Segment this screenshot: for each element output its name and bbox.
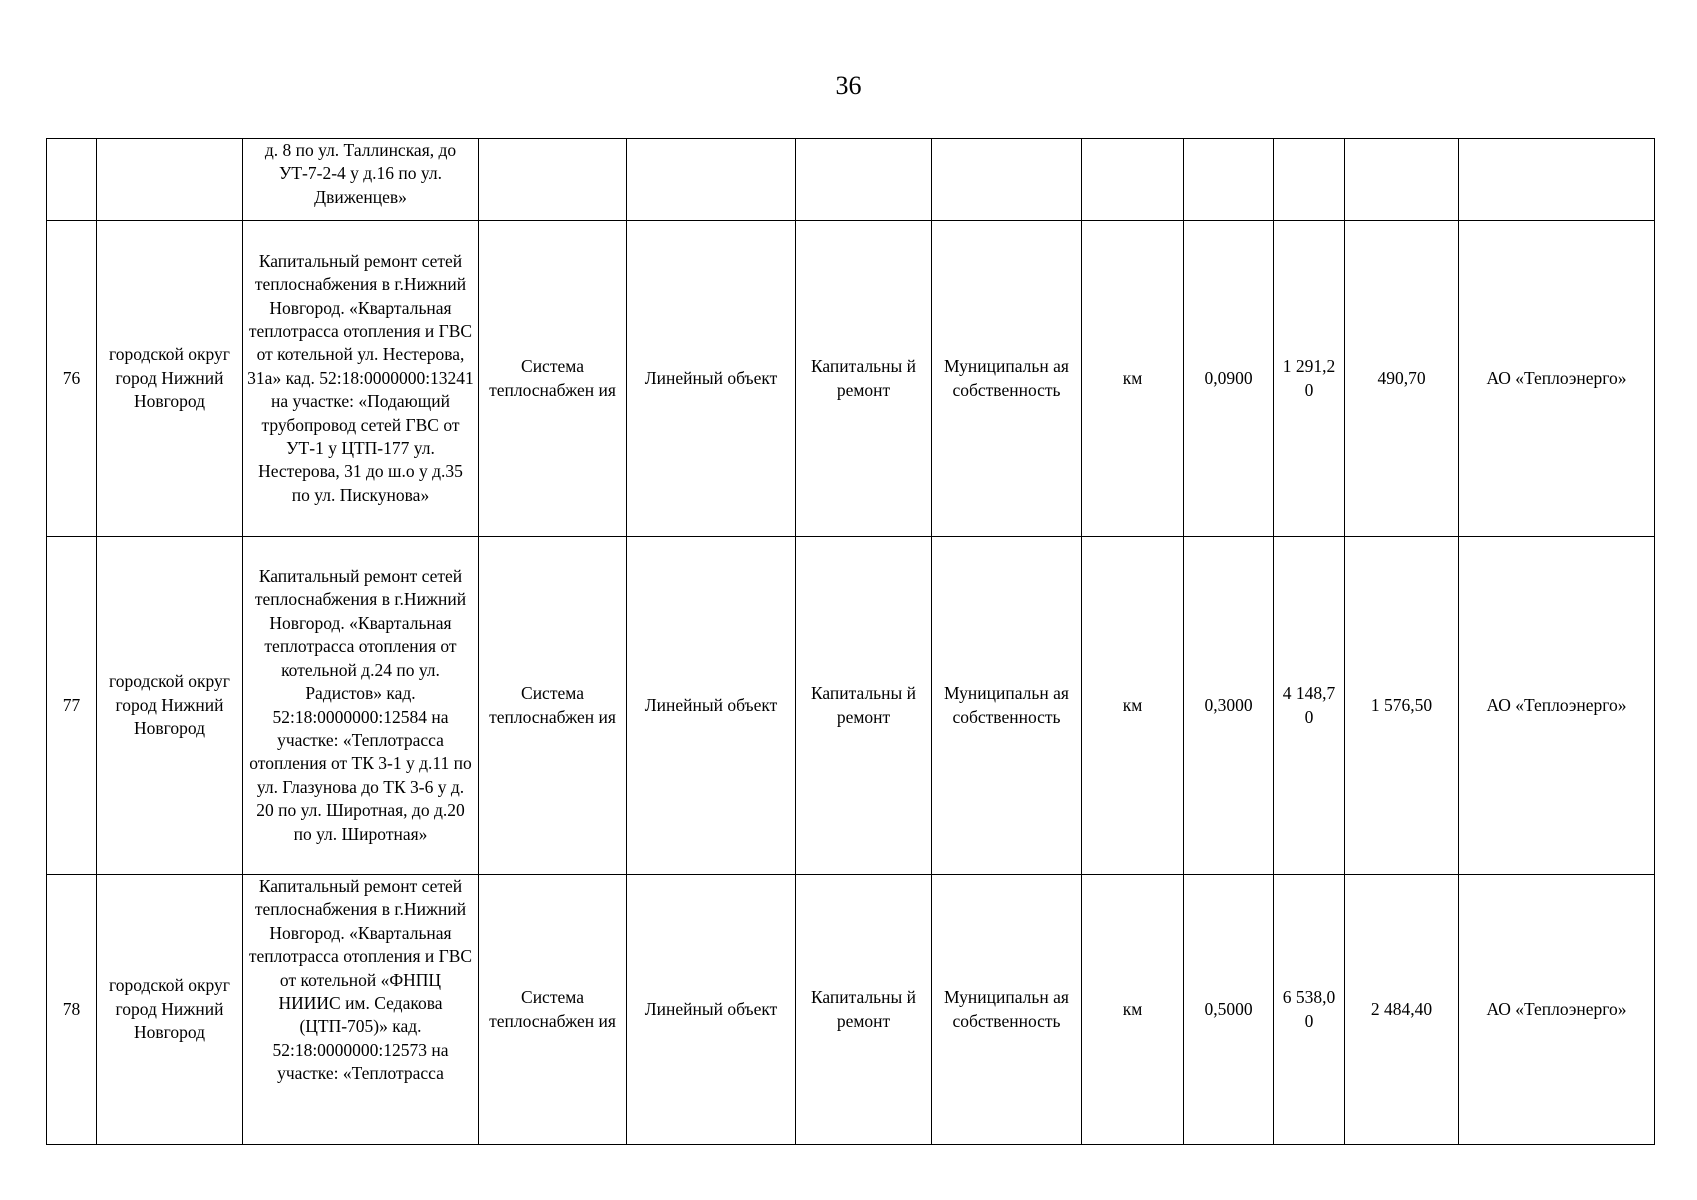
cell-number: 77 <box>47 537 97 875</box>
cell-cost-total <box>1274 139 1345 221</box>
cell-municipality: городской округ город Нижний Новгород <box>97 537 243 875</box>
cell-operator: АО «Теплоэнерго» <box>1459 875 1655 1145</box>
cell-work-type: Капитальны й ремонт <box>796 875 932 1145</box>
cell-description: Капитальный ремонт сетей теплоснабжения в г.Нижний Новгород. «Квартальная теплотрасса отопления и ГВС от котельной «ФНПЦ НИИИС им. Седакова (ЦТП-705)» кад. 52:18:0000000:12573 на участке: «Теплотрасса <box>243 875 479 1145</box>
cell-cost-year <box>1345 139 1459 221</box>
cell-ownership: Муниципальн ая собственность <box>932 221 1082 537</box>
table-row <box>47 537 1655 875</box>
cell-operator: АО «Теплоэнерго» <box>1459 537 1655 875</box>
registry-table <box>46 138 1655 1145</box>
cell-municipality: городской округ город Нижний Новгород <box>97 875 243 1145</box>
cell-work-type: Капитальны й ремонт <box>796 221 932 537</box>
cell-object-type: Линейный объект <box>627 875 796 1145</box>
page-number: 36 <box>835 71 862 100</box>
cell-cost-total: 4 148,7 0 <box>1274 537 1345 875</box>
cell-description: д. 8 по ул. Таллинская, до УТ-7-2-4 у д.16 по ул. Движенцев» <box>243 139 479 221</box>
cell-description: Капитальный ремонт сетей теплоснабжения в г.Нижний Новгород. «Квартальная теплотрасса отопления от котельной д.24 по ул. Радистов» кад. 52:18:0000000:12584 на участке: «Теплотрасса отопления от ТК 3-1 у д.11 по ул. Глазунова до ТК 3-6 у д. 20 по ул. Широтная, до д.20 по ул. Широтная» <box>243 537 479 875</box>
cell-work-type <box>796 139 932 221</box>
cell-work-type: Капитальны й ремонт <box>796 537 932 875</box>
cell-quantity: 0,3000 <box>1184 537 1274 875</box>
cell-municipality <box>97 139 243 221</box>
cell-quantity <box>1184 139 1274 221</box>
cell-cost-year: 2 484,40 <box>1345 875 1459 1145</box>
cell-quantity: 0,0900 <box>1184 221 1274 537</box>
cell-system: Система теплоснабжен ия <box>479 537 627 875</box>
cell-system: Система теплоснабжен ия <box>479 875 627 1145</box>
cell-cost-total: 6 538,0 0 <box>1274 875 1345 1145</box>
cell-unit: км <box>1082 221 1184 537</box>
table-row <box>47 221 1655 537</box>
cell-cost-total: 1 291,2 0 <box>1274 221 1345 537</box>
cell-number: 78 <box>47 875 97 1145</box>
cell-description: Капитальный ремонт сетей теплоснабжения в г.Нижний Новгород. «Квартальная теплотрасса отопления и ГВС от котельной ул. Нестерова, 31а» кад. 52:18:0000000:13241 на участке: «Подающий трубопровод сетей ГВС от УТ-1 у ЦТП-177 ул. Нестерова, 31 до ш.о у д.35 по ул. Пискунова» <box>243 221 479 537</box>
cell-ownership <box>932 139 1082 221</box>
cell-quantity: 0,5000 <box>1184 875 1274 1145</box>
cell-cost-year: 490,70 <box>1345 221 1459 537</box>
cell-municipality: городской округ город Нижний Новгород <box>97 221 243 537</box>
cell-unit <box>1082 139 1184 221</box>
cell-system: Система теплоснабжен ия <box>479 221 627 537</box>
cell-system <box>479 139 627 221</box>
cell-ownership: Муниципальн ая собственность <box>932 875 1082 1145</box>
cell-number: 76 <box>47 221 97 537</box>
table-row <box>47 139 1655 221</box>
cell-object-type: Линейный объект <box>627 221 796 537</box>
cell-ownership: Муниципальн ая собственность <box>932 537 1082 875</box>
cell-number <box>47 139 97 221</box>
cell-unit: км <box>1082 875 1184 1145</box>
cell-operator <box>1459 139 1655 221</box>
cell-unit: км <box>1082 537 1184 875</box>
cell-operator: АО «Теплоэнерго» <box>1459 221 1655 537</box>
cell-object-type <box>627 139 796 221</box>
cell-cost-year: 1 576,50 <box>1345 537 1459 875</box>
cell-object-type: Линейный объект <box>627 537 796 875</box>
table-row <box>47 875 1655 1145</box>
